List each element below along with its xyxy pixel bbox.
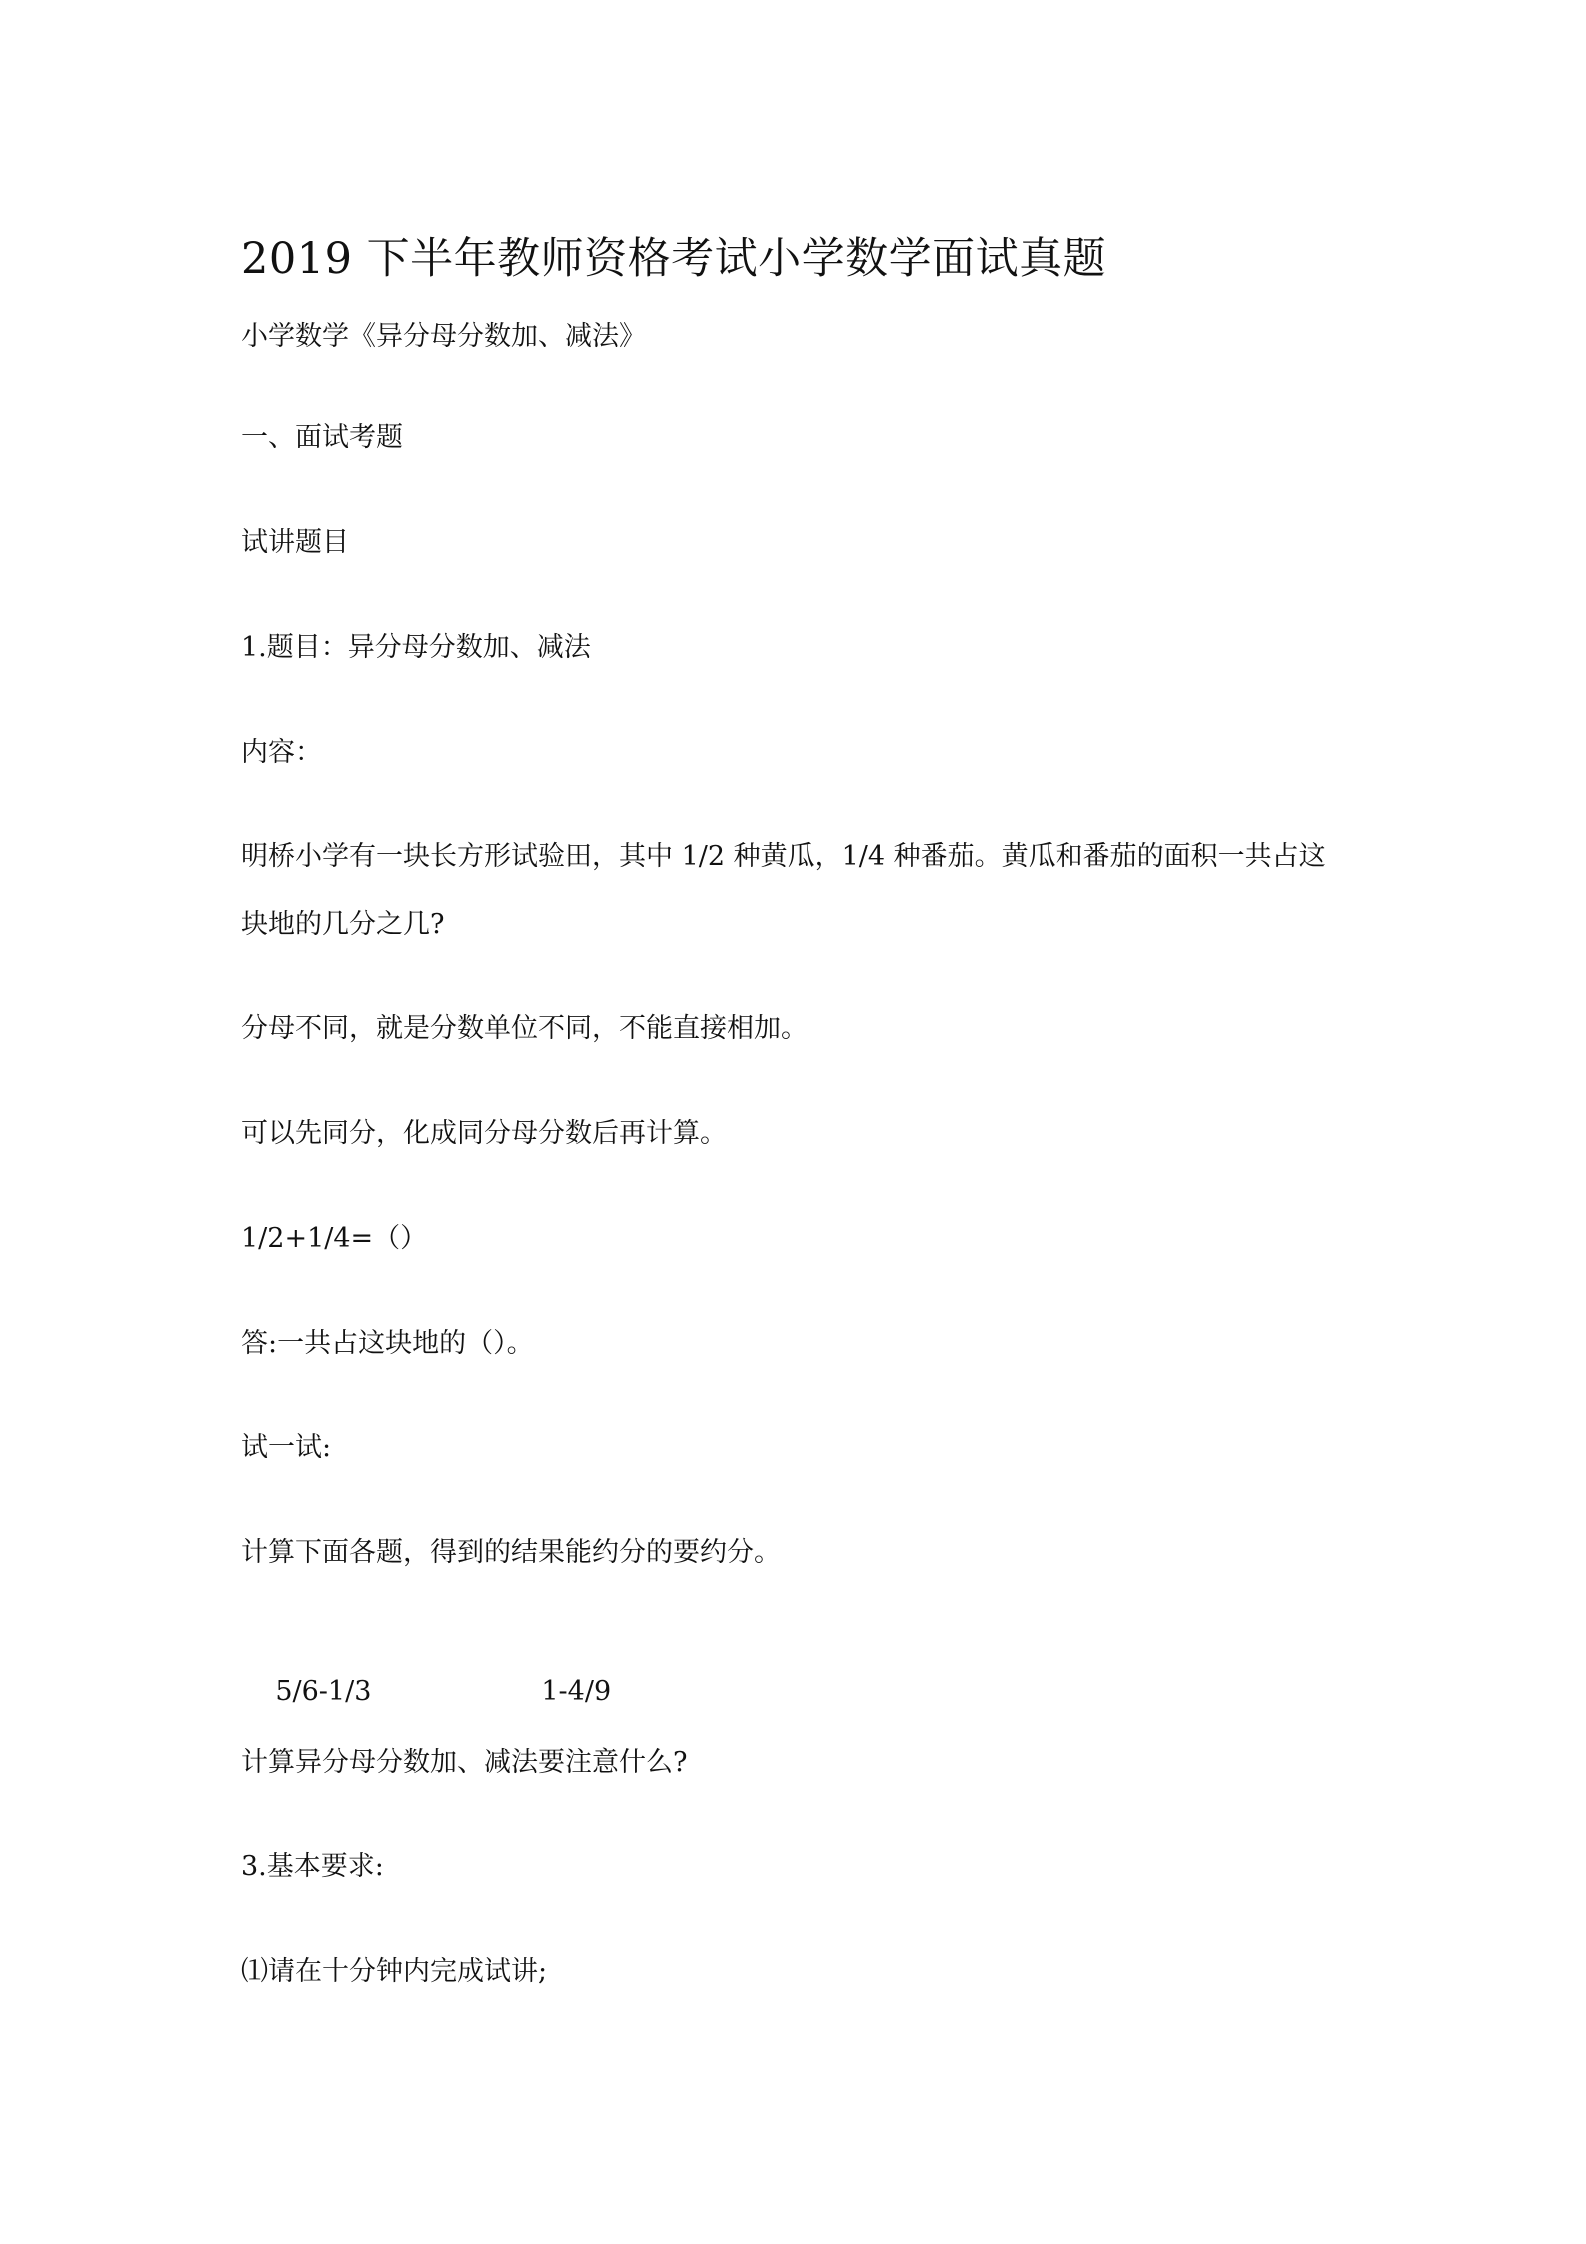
practice-problem-2: 1-4/9 <box>541 1676 612 1707</box>
problem-line-2: 块地的几分之几? <box>241 909 445 940</box>
explanation-line-1: 分母不同，就是分数单位不同，不能直接相加。 <box>241 1013 808 1044</box>
problem-line-1: 明桥小学有一块长方形试验田，其中 1/2 种黄瓜，1/4 种番茄。黄瓜和番茄的面积一共占这 <box>241 841 1326 872</box>
practice-problems <box>241 1641 611 1743</box>
try-label: 试一试: <box>241 1432 332 1463</box>
requirements-heading: 3.基本要求: <box>241 1851 384 1882</box>
explanation-line-2: 可以先同分，化成同分母分数后再计算。 <box>241 1118 727 1149</box>
question-line: 计算异分母分数加、减法要注意什么? <box>241 1747 688 1778</box>
content-label: 内容： <box>241 737 322 768</box>
lecture-heading: 试讲题目 <box>241 527 349 558</box>
topic-line: 1.题目：异分母分数加、减法 <box>241 632 591 663</box>
practice-problem-1: 5/6-1/3 <box>275 1676 372 1707</box>
answer-line: 答:一共占这块地的（）。 <box>241 1328 534 1359</box>
requirement-line-1: ⑴请在十分钟内完成试讲; <box>241 1956 548 1987</box>
try-instruction: 计算下面各题，得到的结果能约分的要约分。 <box>241 1537 781 1568</box>
document-title: 2019 下半年教师资格考试小学数学面试真题 <box>241 234 1107 284</box>
equation-line: 1/2+1/4=（） <box>241 1223 428 1254</box>
document-subtitle: 小学数学《异分母分数加、减法》 <box>241 321 646 352</box>
section-heading: 一、面试考题 <box>241 422 403 453</box>
